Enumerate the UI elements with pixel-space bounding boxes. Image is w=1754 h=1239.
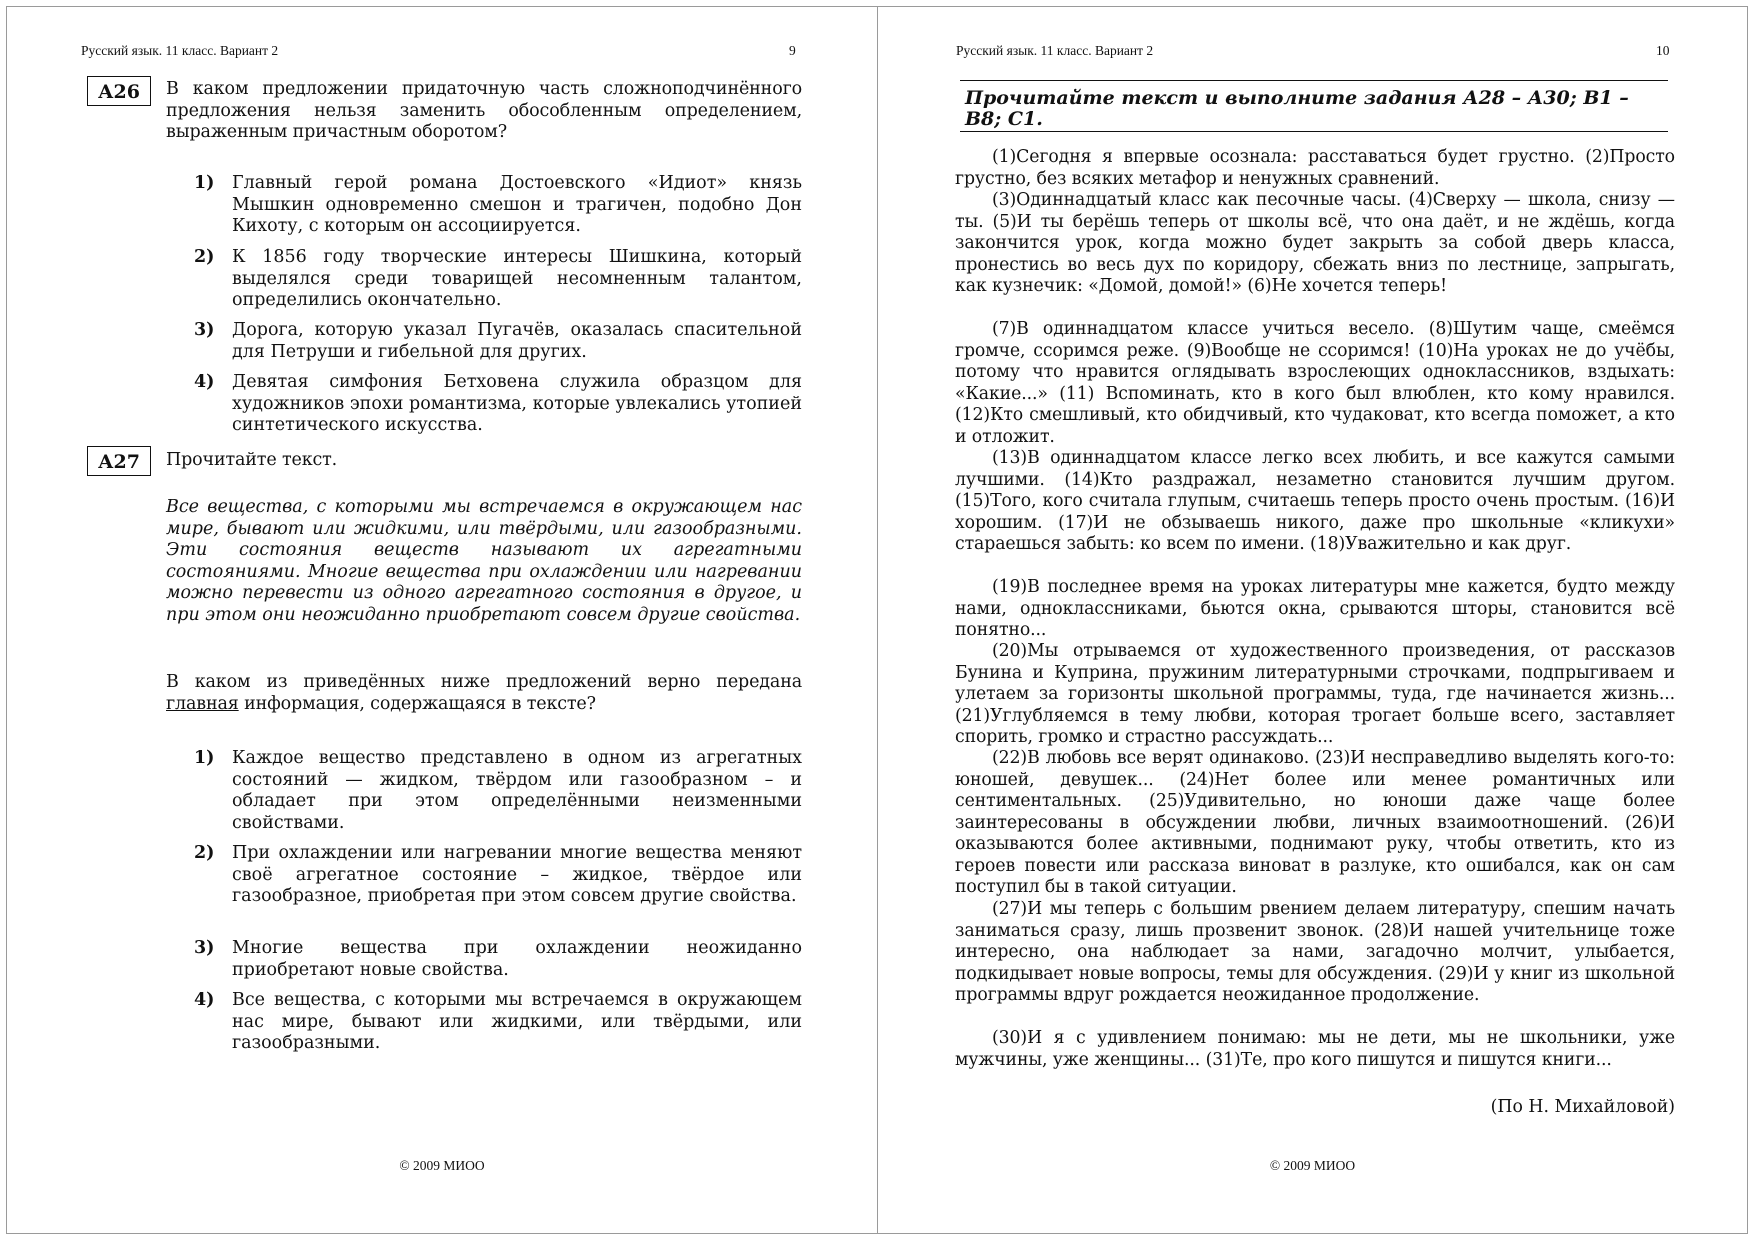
text-paragraph: (30)И я с удивлением понимаю: мы не дети, мы не школьники, уже мужчины, уже женщины... (31)Те, про кого пишутся и пишутся книги... bbox=[955, 1028, 1675, 1070]
page-number: 9 bbox=[789, 43, 796, 58]
a26-option-1 bbox=[194, 173, 802, 238]
option-text: Каждое вещество представлено в одном из агрегатных состояний — жидком, твёрдом или газообразном – и обладает при этом определёнными неизменными свойствами. bbox=[232, 748, 802, 833]
a26-option-4 bbox=[194, 372, 802, 437]
text-author: (По Н. Михайловой) bbox=[1490, 1097, 1675, 1117]
reading-instruction: Прочитайте текст и выполните задания А28 – А30; В1 – В8; С1. bbox=[965, 87, 1629, 130]
a26-option-3 bbox=[194, 320, 802, 363]
option-number: 2) bbox=[194, 843, 215, 863]
option-text: Дорога, которую указал Пугачёв, оказалась спасительной для Петруши и гибельной для других. bbox=[232, 320, 802, 362]
page-header-title: Русский язык. 11 класс. Вариант 2 bbox=[81, 43, 279, 58]
a27-option-3 bbox=[194, 938, 802, 981]
option-text: Многие вещества при охлаждении неожиданно приобретают новые свойства. bbox=[232, 938, 802, 980]
text-paragraph: (1)Сегодня я впервые осознала: расставаться будет грустно. (2)Просто грустно, без всяких метафор и ненужных сравнений. bbox=[955, 147, 1675, 189]
text-paragraph: (3)Одиннадцатый класс как песочные часы. (4)Сверху — школа, снизу — ты. (5)И ты берёшь теперь от школы всё, что она даёт, и не ждёшь, когда закончится урок, когда можно будет закрыть за собой дверь класса, пронестись во весь дух по коридору, сбежать вниз по лестнице, запрыгать, как кузнечик: «Домой, домой!» (6)Не хочется теперь! bbox=[955, 190, 1675, 296]
left-page bbox=[6, 6, 877, 1234]
option-number: 1) bbox=[194, 173, 215, 193]
a27-question bbox=[166, 672, 802, 715]
option-text: Все вещества, с которыми мы встречаемся в окружающем нас мире, бывают или жидкими, или твёрдыми, или газообразными. bbox=[232, 990, 802, 1053]
option-text: При охлаждении или нагревании многие вещества меняют своё агрегатное состояние – жидкое, твёрдое или газообразное, приобретая при этом совсем другие свойства. bbox=[232, 843, 802, 906]
right-page bbox=[877, 6, 1748, 1234]
page-footer: © 2009 МИОО bbox=[399, 1158, 485, 1173]
option-text: К 1856 году творческие интересы Шишкина, который выделялся среди товарищей несомненным талантом, определились окончательно. bbox=[232, 247, 802, 310]
text-paragraph: (7)В одиннадцатом классе учиться весело. (8)Шутим чаще, смеёмся громче, ссоримся реже. (9)Вообще не ссоримся! (10)На уроках не до учёбы, потому что нравится оглядывать взрослеющих одноклассников, вздыхать: «Какие...» (11) Вспоминать, кто в кого был влюблен, кто кому нравился. (12)Кто смешливый, кто обидчивый, кто чудаковат, кто всегда поможет, а кто и отложит. bbox=[955, 319, 1675, 447]
option-number: 4) bbox=[194, 990, 215, 1010]
a27-quote-text: Все вещества, с которыми мы встречаемся в окружающем нас мире, бывают или жидкими, или твёрдыми, или газообразными. Эти состояния веществ называют их агрегатными состояниями. Многие вещества при охлаждении или нагревании можно перевести из одного агрегатного состояния в другое, и при этом они неожиданно приобретают совсем другие свойства. bbox=[166, 497, 802, 625]
instruction-rule-bottom bbox=[960, 131, 1668, 132]
a27-prompt: Прочитайте текст. bbox=[166, 450, 338, 470]
a27-option-4 bbox=[194, 990, 802, 1055]
text-paragraph: (27)И мы теперь с большим рвением делаем литературу, спешим начать заниматься сразу, лишь прозвенит звонок. (28)И нашей учительнице тоже интересно, она наблюдает за нами, загадочно молчит, улыбается, подкидывает новые вопросы, темы для обсуждения. (29)И у книг из школьной программы вдруг рождается неожиданное продолжение. bbox=[955, 899, 1675, 1005]
text-paragraph: (22)В любовь все верят одинаково. (23)И несправедливо выделять кого-то: юношей, девушек... (24)Нет более или менее романтичных или сентиментальных. (25)Удивительно, но юноши даже чаще более заинтересованы в обсуждении любви, личных взаимоотношений. (26)И оказываются более активными, поднимают руку, чтобы ответить, кто из героев повести или рассказа виноват в разлуке, кто ошибался, как он сам поступил бы в такой ситуации. bbox=[955, 748, 1675, 897]
option-number: 3) bbox=[194, 320, 215, 340]
page-footer: © 2009 МИОО bbox=[1269, 1158, 1356, 1173]
text-paragraph: (19)В последнее время на уроках литературы мне кажется, будто между нами, одноклассниками, бьются окна, срываются шторы, становится всё понятно... bbox=[955, 577, 1675, 640]
instruction-rule-top bbox=[960, 80, 1668, 81]
a26-option-2 bbox=[194, 247, 802, 312]
a27-question-underlined: главная bbox=[166, 693, 239, 714]
option-text: Главный герой романа Достоевского «Идиот» князь Мышкин одновременно смешон и трагичен, подобно Дон Кихоту, с которым он ассоциируется. bbox=[232, 173, 802, 236]
a27-question-part2: информация, содержащаяся в тексте? bbox=[244, 693, 596, 714]
a26-question: В каком предложении придаточную часть сложноподчинённого предложения нельзя заменить обособленным определением, выраженным причастным оборотом? bbox=[166, 79, 802, 142]
option-text: Девятая симфония Бетховена служила образцом для художников эпохи романтизма, которые увлекались утопией синтетического искусства. bbox=[232, 372, 802, 435]
task-label-a27: А27 bbox=[87, 446, 151, 476]
text-paragraph: (20)Мы отрываемся от художественного произведения, от рассказов Бунина и Куприна, пружиним литературными строчками, подпрыгиваем и улетаем за горизонты школьной программы, туда, где начинается жизнь... (21)Углубляемся в тему любви, которая трогает больше всего, заставляет спорить, громко и страстно рассуждать... bbox=[955, 641, 1675, 747]
option-number: 4) bbox=[194, 372, 215, 392]
a27-option-2 bbox=[194, 843, 802, 908]
option-number: 3) bbox=[194, 938, 215, 958]
task-label-a26: А26 bbox=[87, 76, 151, 106]
a27-option-1 bbox=[194, 748, 802, 834]
a27-question-part1: В каком из приведённых ниже предложений верно передана bbox=[166, 672, 802, 692]
option-number: 1) bbox=[194, 748, 215, 768]
text-paragraph: (13)В одиннадцатом классе легко всех любить, и все кажутся самыми лучшими. (14)Кто раздражал, незаметно становится лучшим другом. (15)Того, кого считала глупым, считаешь теперь просто очень простым. (16)И хорошим. (17)И не обзываешь никого, даже про школьные «кликухи» стараешься забыть: ко всем по имени. (18)Уважительно и как друг. bbox=[955, 448, 1675, 554]
page-header-title: Русский язык. 11 класс. Вариант 2 bbox=[956, 43, 1154, 58]
page-number: 10 bbox=[1656, 43, 1670, 58]
option-number: 2) bbox=[194, 247, 215, 267]
